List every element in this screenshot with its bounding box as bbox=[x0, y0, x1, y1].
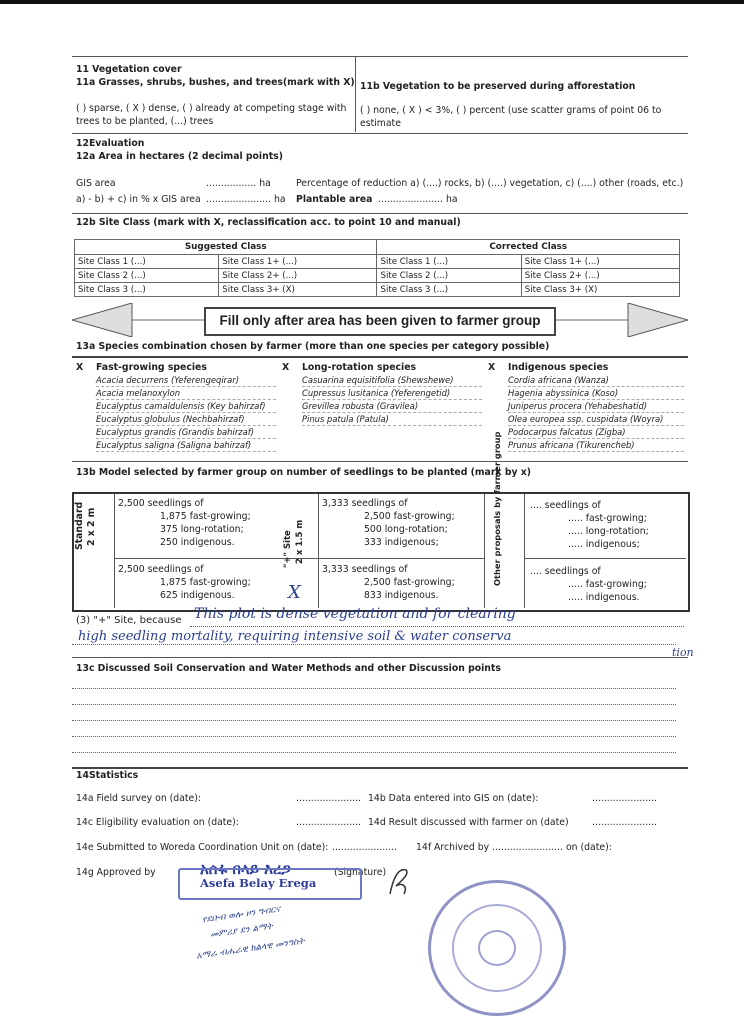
field-survey-label: 14a Field survey on (date): bbox=[76, 793, 202, 804]
submitted-field: ...................... bbox=[332, 842, 398, 853]
site-class-cell: Site Class 2+ (...) bbox=[219, 269, 377, 283]
long-rotation-list bbox=[302, 374, 482, 426]
std1-line: 375 long-rotation; bbox=[160, 524, 244, 535]
section-11a-options-line2: trees to be planted, (...) trees bbox=[76, 116, 214, 127]
std1-line: 1,875 fast-growing; bbox=[160, 511, 251, 522]
std1-line: 2,500 seedlings of bbox=[118, 498, 204, 509]
rule bbox=[318, 558, 484, 559]
rule bbox=[114, 494, 115, 608]
rule bbox=[72, 767, 688, 769]
list-item: Hagenia abyssinica (Koso) bbox=[508, 387, 684, 400]
site-class-cell: Site Class 1+ (...) bbox=[521, 255, 679, 269]
signature-label: (Signature) bbox=[334, 867, 387, 878]
fast-growing-header: Fast-growing species bbox=[96, 362, 207, 373]
rule bbox=[72, 688, 676, 689]
indigenous-list bbox=[508, 374, 684, 452]
site-class-cell: Site Class 3 (...) bbox=[377, 283, 521, 297]
list-item: Juniperus procera (Yehabeshatid) bbox=[508, 400, 684, 413]
list-item: Cupressus lusitanica (Yeferengetid) bbox=[302, 387, 482, 400]
rule bbox=[72, 461, 688, 462]
site-class-cell: Site Class 3+ (X) bbox=[521, 283, 679, 297]
stamp-note-line: አማራ ብሔራዊ ክልላዊ መንግስት bbox=[195, 936, 306, 962]
rule bbox=[72, 644, 676, 645]
list-item: Eucalyptus camaldulensis (Key bahirzaf) bbox=[96, 400, 276, 413]
rule bbox=[524, 494, 525, 608]
archived-label: 14f Archived by ........................ on (date): bbox=[416, 842, 612, 853]
section-13b-title: 13b Model selected by farmer group on number of seedlings to be planted (mark by x) bbox=[76, 467, 532, 478]
plantable-area-label: Plantable area bbox=[296, 194, 373, 205]
list-item: Casuarina equisitifolia (Shewshewe) bbox=[302, 374, 482, 387]
oth2-line: .... seedlings of bbox=[530, 566, 601, 577]
site-class-cell: Site Class 3+ (X) bbox=[219, 283, 377, 297]
plus2-line: 2,500 fast-growing; bbox=[364, 577, 455, 588]
site-class-cell: Site Class 1 (...) bbox=[75, 255, 219, 269]
list-item: Pinus patula (Patula) bbox=[302, 413, 482, 426]
list-item: Olea europea ssp. cuspidata (Woyra) bbox=[508, 413, 684, 426]
section-11b-label: 11b Vegetation to be preserved during afforestation bbox=[360, 81, 636, 92]
list-item: Grevillea robusta (Gravilea) bbox=[302, 400, 482, 413]
field-survey-field: ...................... bbox=[296, 793, 362, 804]
site-class-cell: Site Class 3 (...) bbox=[75, 283, 219, 297]
plus2-line: 3,333 seedlings of bbox=[322, 564, 408, 575]
eligibility-field: ...................... bbox=[296, 817, 362, 828]
scan-top-edge bbox=[0, 0, 744, 4]
fast-growing-list bbox=[96, 374, 276, 452]
plantable-area-field: ...................... ha bbox=[378, 194, 458, 205]
plus1-line: 2,500 fast-growing; bbox=[364, 511, 455, 522]
long-rotation-header: Long-rotation species bbox=[302, 362, 417, 373]
plus1-line: 500 long-rotation; bbox=[364, 524, 448, 535]
plus-site-reason-text: high seedling mortality, requiring intensive soil & water conserva bbox=[78, 629, 512, 644]
site-class-cell: Site Class 2+ (...) bbox=[521, 269, 679, 283]
plus-site-size: 2 x 1.5 m bbox=[295, 519, 305, 564]
fill-after-area-banner: Fill only after area has been given to farmer group bbox=[204, 307, 556, 336]
list-item: Eucalyptus saligna (Saligna bahirzaf) bbox=[96, 439, 276, 452]
eligibility-label: 14c Eligibility evaluation on (date): bbox=[76, 817, 239, 828]
rule bbox=[72, 657, 688, 658]
formula-field: ...................... ha bbox=[206, 194, 286, 205]
plus1-line: 333 indigenous; bbox=[364, 537, 439, 548]
site-class-cell: Site Class 2 (...) bbox=[377, 269, 521, 283]
gis-entry-label: 14b Data entered into GIS on (date): bbox=[368, 793, 539, 804]
approver-amharic-name: አሰፋ በላይ እረጋ bbox=[200, 860, 291, 878]
table-row bbox=[75, 255, 680, 269]
corrected-class-header: Corrected Class bbox=[377, 240, 680, 255]
suggested-class-header: Suggested Class bbox=[75, 240, 377, 255]
oth2-line: ..... indigenous. bbox=[568, 592, 640, 603]
indigenous-mark: X bbox=[488, 362, 496, 373]
rule bbox=[524, 558, 686, 559]
standard-label: Standard bbox=[74, 501, 85, 550]
rule bbox=[72, 56, 688, 57]
stamp-note-line: መምሪያ ደን ልማት bbox=[209, 921, 274, 941]
oth1-line: ..... fast-growing; bbox=[568, 513, 647, 524]
list-item: Prunus africana (Tikurencheb) bbox=[508, 439, 684, 452]
stamp-note-line: የደቡብ ወሎ ዞን ግብርና bbox=[201, 904, 281, 926]
standard-size: 2 x 2 m bbox=[86, 507, 97, 546]
plus-site-reason-text: This plot is dense vegetation and for clearing bbox=[194, 606, 516, 622]
site-class-cell: Site Class 1+ (...) bbox=[219, 255, 377, 269]
section-12b-label: 12b Site Class (mark with X, reclassification acc. to point 10 and manual) bbox=[76, 217, 461, 228]
section-12a-label: 12a Area in hectares (2 decimal points) bbox=[76, 151, 283, 162]
signature-mark bbox=[386, 864, 412, 900]
official-round-seal-emblem bbox=[478, 930, 516, 966]
rule bbox=[318, 494, 319, 608]
result-discussed-label: 14d Result discussed with farmer on (date) bbox=[368, 817, 569, 828]
oth1-line: ..... indigenous; bbox=[568, 539, 640, 550]
reduction-label: Percentage of reduction a) (....) rocks, b) (....) vegetation, c) (....) other (roads, etc.) bbox=[296, 178, 684, 189]
plus-site-mark: X bbox=[288, 582, 301, 603]
list-item: Acacia decurrens (Yeferengeqirar) bbox=[96, 374, 276, 387]
formula-label: a) - b) + c) in % x GIS area bbox=[76, 194, 201, 205]
approved-by-label: 14g Approved by bbox=[76, 867, 156, 878]
rule bbox=[355, 56, 356, 132]
section-11-title: 11 Vegetation cover bbox=[76, 64, 182, 75]
section-14-title: 14Statistics bbox=[76, 770, 139, 781]
long-rotation-mark: X bbox=[282, 362, 290, 373]
table-row bbox=[75, 269, 680, 283]
indigenous-header: Indigenous species bbox=[508, 362, 609, 373]
rule bbox=[72, 213, 688, 214]
oth2-line: ..... fast-growing; bbox=[568, 579, 647, 590]
section-11b-options-line2: estimate bbox=[360, 118, 401, 129]
rule bbox=[190, 626, 684, 627]
rule bbox=[72, 720, 676, 721]
site-class-table bbox=[74, 239, 680, 297]
list-item: Eucalyptus grandis (Grandis bahirzaf) bbox=[96, 426, 276, 439]
rule bbox=[72, 752, 676, 753]
rule bbox=[72, 704, 676, 705]
rule bbox=[72, 133, 688, 134]
plus-site-label: "+" Site bbox=[283, 530, 293, 568]
fast-growing-mark: X bbox=[76, 362, 84, 373]
rule bbox=[72, 356, 688, 358]
gis-entry-field: ...................... bbox=[592, 793, 658, 804]
list-item: Cordia africana (Wanza) bbox=[508, 374, 684, 387]
gis-area-field: ................. ha bbox=[206, 178, 271, 189]
std1-line: 250 indigenous. bbox=[160, 537, 235, 548]
list-item: Eucalyptus globulus (Nechbahirzaf) bbox=[96, 413, 276, 426]
list-item: Acacia melanoxylon bbox=[96, 387, 276, 400]
section-13a-title: 13a Species combination chosen by farmer (more than one species per category possible) bbox=[76, 341, 550, 352]
site-class-cell: Site Class 1 (...) bbox=[377, 255, 521, 269]
list-item: Podocarpus falcatus (Zigba) bbox=[508, 426, 684, 439]
gis-area-label: GIS area bbox=[76, 178, 116, 189]
section-12-title: 12Evaluation bbox=[76, 138, 145, 149]
std2-line: 2,500 seedlings of bbox=[118, 564, 204, 575]
result-discussed-field: ...................... bbox=[592, 817, 658, 828]
section-11a-label: 11a Grasses, shrubs, bushes, and trees(mark with X) bbox=[76, 77, 355, 88]
rule bbox=[72, 736, 676, 737]
oth1-line: .... seedlings of bbox=[530, 500, 601, 511]
rule bbox=[484, 494, 485, 608]
oth1-line: ..... long-rotation; bbox=[568, 526, 649, 537]
plus-site-reason-label: (3) "+" Site, because bbox=[76, 615, 182, 626]
site-class-cell: Site Class 2 (...) bbox=[75, 269, 219, 283]
approver-name: Asefa Belay Erega bbox=[200, 876, 317, 890]
std2-line: 625 indigenous. bbox=[160, 590, 235, 601]
table-row bbox=[75, 283, 680, 297]
plus-site-reason-text: tion bbox=[672, 646, 694, 659]
std2-line: 1,875 fast-growing; bbox=[160, 577, 251, 588]
plus1-line: 3,333 seedlings of bbox=[322, 498, 408, 509]
section-11a-options-line1: ( ) sparse, ( X ) dense, ( ) already at competing stage with bbox=[76, 103, 347, 114]
submitted-label: 14e Submitted to Woreda Coordination Unit on (date): bbox=[76, 842, 329, 853]
plus2-line: 833 indigenous. bbox=[364, 590, 439, 601]
section-13c-title: 13c Discussed Soil Conservation and Water Methods and other Discussion points bbox=[76, 663, 501, 674]
section-11b-options-line1: ( ) none, ( X ) < 3%, ( ) percent (use scatter grams of point 06 to bbox=[360, 105, 662, 116]
form-page bbox=[72, 56, 694, 986]
other-proposals-label: Other proposals by farmer group bbox=[492, 431, 502, 586]
